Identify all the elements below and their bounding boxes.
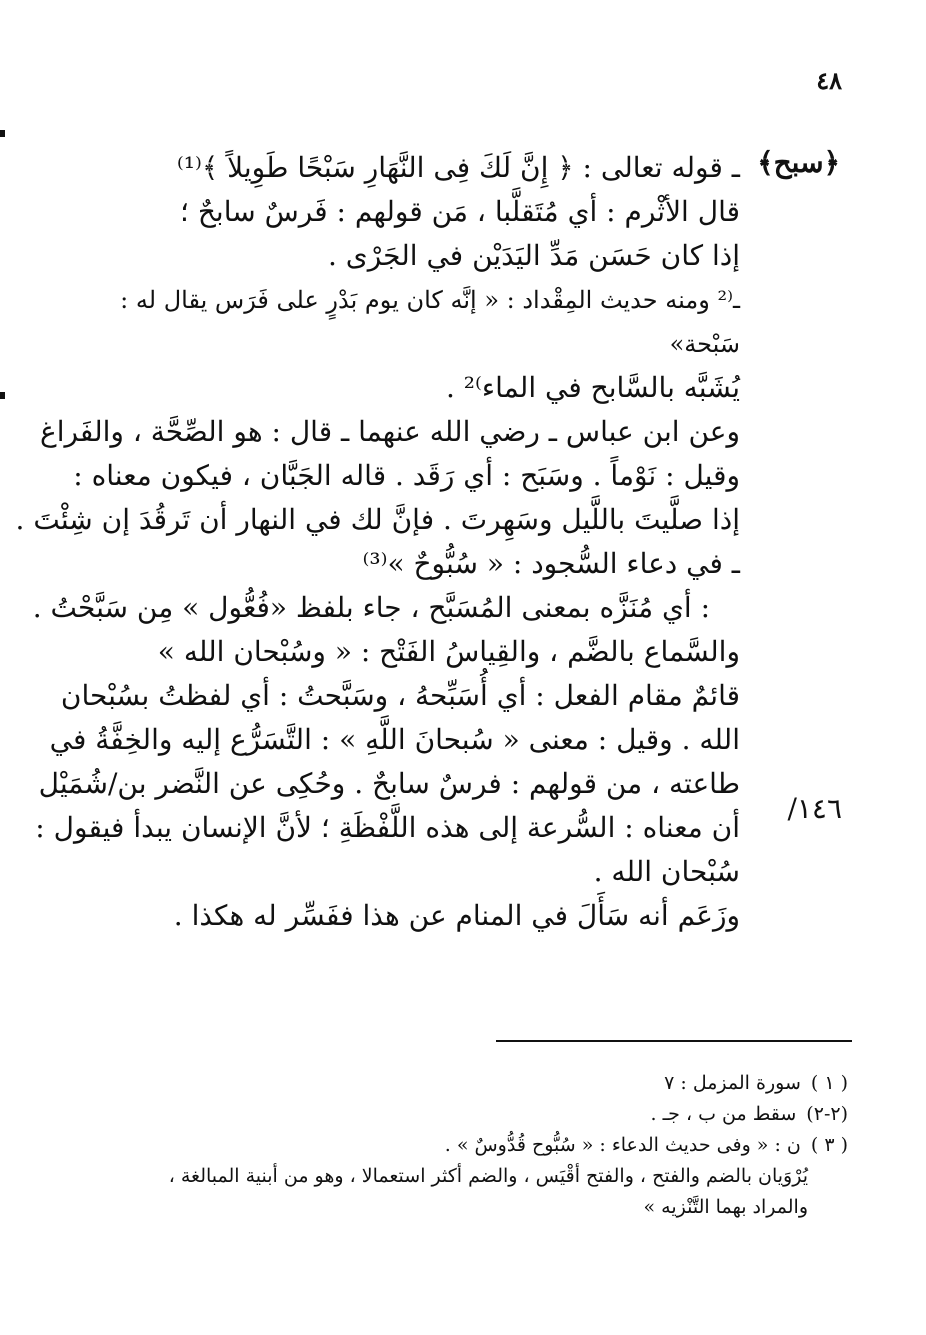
text-line: وعن ابن عباس ـ رضي الله عنهما ـ قال : هو الصِّحَّة ، والفَراغ [40,415,740,448]
page-number: ٤٨ [816,66,842,95]
text-line: ـ في دعاء السُّجود : « سُبُّوحٌ »⁽³⁾ [362,547,740,580]
text-line: إذا كان حَسَن مَدِّ اليَدَيْن في الجَرْى . [328,239,740,272]
footnote-text: ن : « وفى حديث الدعاء : « سُبُّوح قُدُّوسٌ » . [444,1134,801,1156]
text-line: وزَعَم أنه سَأَلَ في المنام عن هذا ففَسِّر له هكذا . [173,899,740,932]
footnote-continuation [128,1192,848,1223]
footnote [128,1130,848,1161]
text-line: الله . وقيل : معنى « سُبحانَ اللَّهِ » : التَّسَرُّع إليه والخِفَّةُ في [49,723,740,756]
footnote-text: والمراد بهما التَّنْزيه » [643,1196,808,1218]
footnote-text: سورة المزمل : ٧ [664,1072,801,1094]
scan-mark-middle [0,392,5,399]
text-line: قائمٌ مقام الفعل : أي أُسَبِّحهُ ، وسَبَّحتُ : أي لفظتُ بسُبْحان [60,679,740,712]
entry-heading: ﴿سبح﴾ [757,146,840,179]
footnote-divider [496,1040,852,1042]
text-line: وقيل : نَوْماً . وسَبَح : أي رَقَد . قاله الجَبَّان ، فيكون معناه : [73,459,740,492]
text-line: سَبْحة» [669,330,740,358]
footnote [128,1099,848,1130]
margin-page-reference: ١٤٦/ [787,792,842,825]
footnote-continuation [128,1161,848,1192]
text-line: سُبْحان الله . [593,855,740,888]
footnote-text: يُرْوَيان بالضم والفتح ، والفتح أقْيَس ، والضم أكثر استعمالا ، وهو من أبنية المبالغة ، [168,1165,808,1187]
text-line: يُشَبَّه بالسَّابح في الماء⁾² . [445,371,740,404]
text-line: : أي مُنَزَّه بمعنى المُسَبَّح ، جاء بلفظ «فُعُّول » مِن سَبَّحْتُ . [32,591,710,624]
footnote-number: ( ٣ ) [810,1134,848,1156]
main-text [15,146,740,938]
text-line: ـ⁽² ومنه حديث المِقْداد : « إنَّه كان يوم بَدْرٍ على فَرَس يقال له : [120,286,740,314]
text-line: إذا صلَّيتَ باللَّيل وسَهِرتَ . فإنَّ لك في النهار أن تَرقُدَ إن شِئْتَ . [15,503,740,536]
text-line: طاعته ، من قولهم : فرسٌ سابحٌ . وحُكِى عن النَّضر بن/شُمَيْل [38,767,740,800]
footnote-number: (٢-٢) [806,1103,848,1125]
text-line: أن معناه : السُّرعة إلى هذه اللَّفْظَةِ ؛ لأنَّ الإنسان يبدأ فيقول : [35,811,740,844]
scan-mark-top [0,130,5,137]
footnote-text: سقط من ب ، جـ . [650,1103,797,1125]
footnote-number: ( ١ ) [810,1072,848,1094]
footnotes [128,1068,848,1223]
text-line: والسَّماع بالضَّم ، والقِياسُ الفَتْح : « وسُبْحان الله » [157,635,740,668]
footnote [128,1068,848,1099]
text-line: ـ قوله تعالى : ﴿ إِنَّ لَكَ فِى النَّهَارِ سَبْحًا طَوِيلاً ﴾⁽¹⁾ [176,151,740,184]
text-line: قال الأثْرم : أي مُتَقلَّبا ، مَن قولهم : فَرسٌ سابحٌ ؛ [180,195,740,228]
